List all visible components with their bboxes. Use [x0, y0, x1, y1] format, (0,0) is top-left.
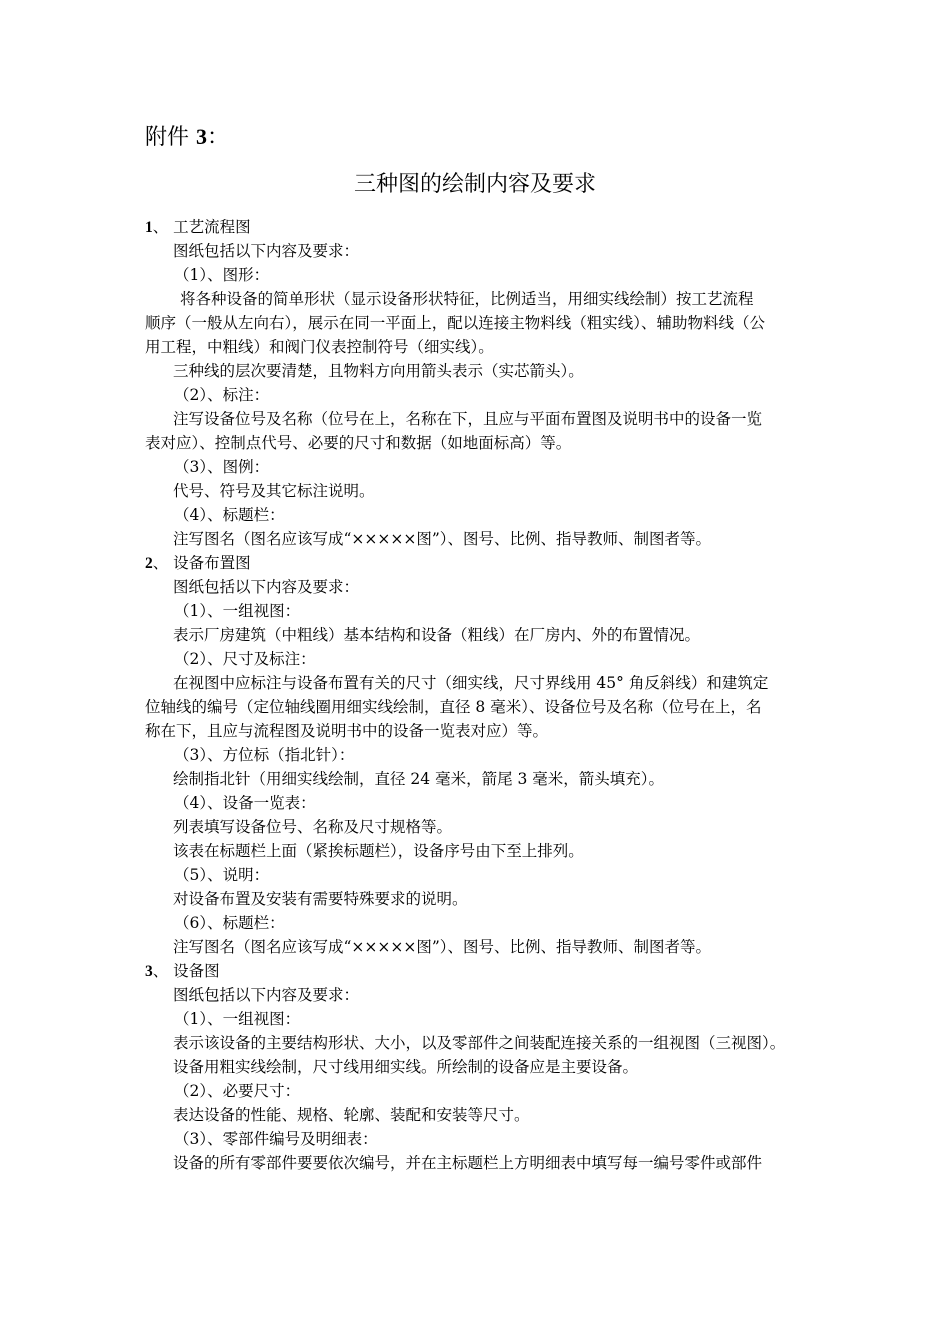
- paragraph-line: 表示厂房建筑（中粗线）基本结构和设备（粗线）在厂房内、外的布置情况。: [173, 626, 701, 644]
- subheading: （2）、标注：: [174, 386, 270, 404]
- subheading: （3）、图例：: [174, 458, 270, 476]
- paragraph-line: 列表填写设备位号、名称及尺寸规格等。: [173, 818, 453, 836]
- paragraph-line: 注写设备位号及名称（位号在上，名称在下，且应与平面布置图及说明书中的设备一览: [173, 410, 763, 428]
- attachment-number: 3: [196, 124, 207, 149]
- section-number: 1: [145, 219, 153, 236]
- attachment-label: [145, 121, 229, 154]
- subheading: （2）、尺寸及标注：: [174, 650, 316, 668]
- section-number: 3: [145, 963, 153, 980]
- paragraph-line: 设备的所有零部件要要依次编号，并在主标题栏上方明细表中填写每一编号零件或部件: [173, 1154, 763, 1172]
- subheading: （1）、图形：: [174, 266, 270, 284]
- section-title: 、 设备布置图: [152, 554, 251, 572]
- paragraph-line: 称在下，且应与流程图及说明书中的设备一览表对应）等。: [145, 722, 549, 740]
- paragraph-line: 表对应）、控制点代号、必要的尺寸和数据（如地面标高）等。: [145, 434, 572, 452]
- section-title: 、 设备图: [152, 962, 220, 980]
- paragraph-line: 注写图名（图名应该写成“×××××图”）、图号、比例、指导教师、制图者等。: [173, 938, 712, 956]
- paragraph-line: 表达设备的性能、规格、轮廓、装配和安装等尺寸。: [173, 1106, 530, 1124]
- paragraph-line: 绘制指北针（用细实线绘制，直径 24 毫米，箭尾 3 毫米，箭头填充）。: [173, 770, 665, 788]
- subheading: （2）、必要尺寸：: [174, 1082, 301, 1100]
- paragraph-line: 位轴线的编号（定位轴线圈用细实线绘制，直径 8 毫米）、设备位号及名称（位号在上，名: [145, 698, 762, 716]
- paragraph-line: 对设备布置及安装有需要特殊要求的说明。: [173, 890, 468, 908]
- section-number: 2: [145, 555, 153, 572]
- subheading: （3）、零部件编号及明细表：: [174, 1130, 378, 1148]
- subheading: （5）、说明：: [174, 866, 270, 884]
- subheading: （3）、方位标（指北针）：: [174, 746, 355, 764]
- paragraph-line: 注写图名（图名应该写成“×××××图”）、图号、比例、指导教师、制图者等。: [173, 530, 712, 548]
- paragraph-line: 三种线的层次要清楚，且物料方向用箭头表示（实芯箭头）。: [173, 362, 584, 380]
- attachment-suffix: ：: [207, 125, 230, 150]
- subheading: （6）、标题栏：: [174, 914, 285, 932]
- section-heading-1: [145, 215, 251, 240]
- page-title: 三种图的绘制内容及要求: [353, 172, 596, 197]
- paragraph-line: 顺序（一般从左向右），展示在同一平面上，配以连接主物料线（粗实线）、辅助物料线（公: [145, 314, 766, 332]
- paragraph-line: 用工程，中粗线）和阀门仪表控制符号（细实线）。: [145, 338, 494, 356]
- paragraph-line: 在视图中应标注与设备布置有关的尺寸（细实线，尺寸界线用 45° 角反斜线）和建筑定: [173, 674, 769, 692]
- section-intro: 图纸包括以下内容及要求：: [173, 242, 360, 260]
- section-intro: 图纸包括以下内容及要求：: [173, 578, 360, 596]
- subheading: （1）、一组视图：: [174, 602, 301, 620]
- section-title: 、 工艺流程图: [152, 218, 251, 236]
- section-heading-3: [145, 959, 220, 984]
- subheading: （4）、标题栏：: [174, 506, 285, 524]
- section-intro: 图纸包括以下内容及要求：: [173, 986, 360, 1004]
- paragraph-line: 表示该设备的主要结构形状、大小，以及零部件之间装配连接关系的一组视图（三视图）。: [173, 1034, 786, 1052]
- attachment-prefix: 附件: [145, 125, 196, 150]
- paragraph-line: 该表在标题栏上面（紧挨标题栏），设备序号由下至上排列。: [173, 842, 584, 860]
- section-heading-2: [145, 551, 251, 576]
- subheading: （1）、一组视图：: [174, 1010, 301, 1028]
- paragraph-line: 设备用粗实线绘制，尺寸线用细实线。所绘制的设备应是主要设备。: [173, 1058, 639, 1076]
- paragraph-line: 将各种设备的简单形状（显示设备形状特征，比例适当，用细实线绘制）按工艺流程: [180, 290, 754, 308]
- paragraph-line: 代号、符号及其它标注说明。: [173, 482, 375, 500]
- subheading: （4）、设备一览表：: [174, 794, 316, 812]
